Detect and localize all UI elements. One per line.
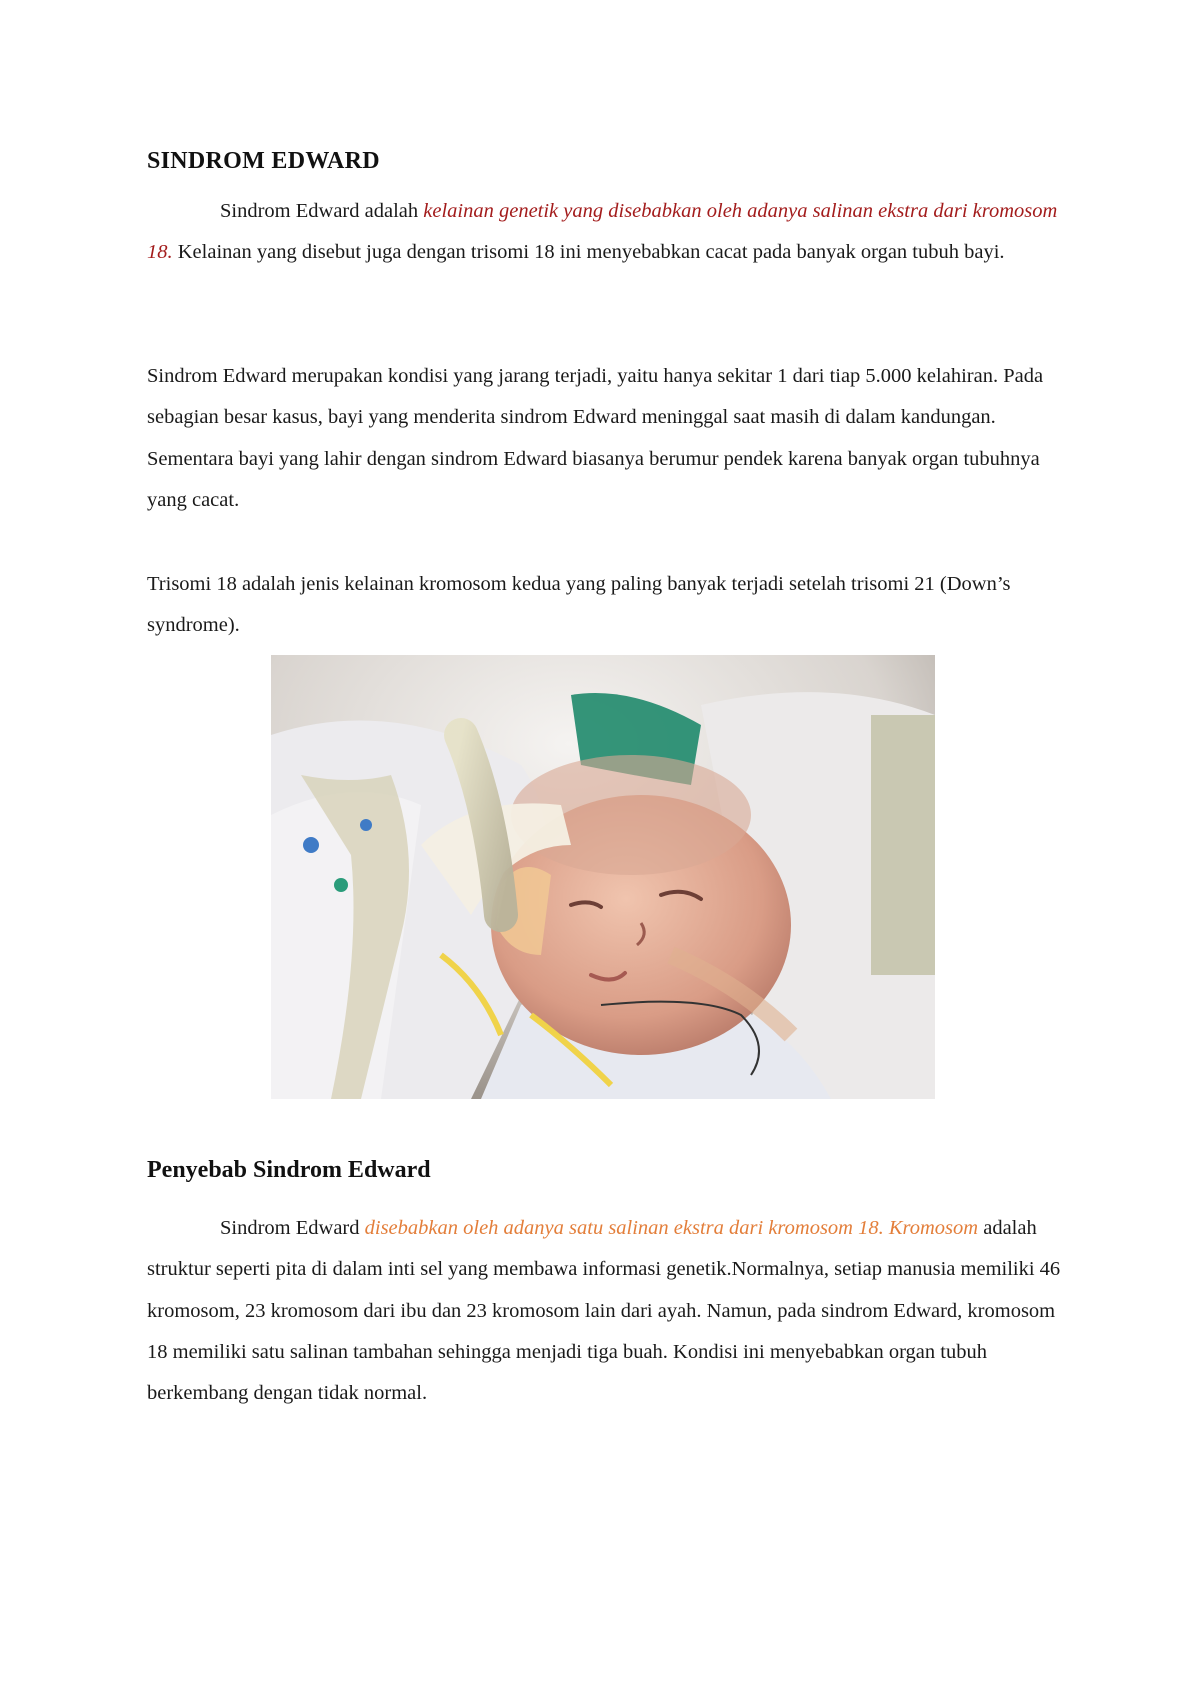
cause-lead-text: Sindrom Edward [220, 1217, 365, 1239]
intro-rest-text: Kelainan yang disebut juga dengan trisomi 18 ini menyebabkan cacat pada banyak organ tubuh bayi. [172, 241, 1005, 264]
intro-paragraph [147, 191, 1077, 274]
trisomy-paragraph: Trisomi 18 adalah jenis kelainan kromosom kedua yang paling banyak terjadi setelah trisomi 21 (Down’s syndrome). [147, 573, 1011, 637]
intro-lead-text: Sindrom Edward adalah [220, 200, 424, 222]
newborn-photo [271, 655, 935, 1099]
cause-highlight[interactable]: disebabkan oleh adanya satu salinan ekstra dari kromosom 18. [364, 1217, 884, 1239]
kromosom-link[interactable]: Kromosom [888, 1217, 979, 1239]
definition-period: . [167, 241, 173, 264]
definition-highlight[interactable]: kelainan genetik yang disebabkan oleh adanya salinan ekstra dari kromosom 18 [147, 200, 1058, 264]
cause-paragraph [147, 1208, 1077, 1414]
document-title: SINDROM EDWARD [147, 148, 380, 174]
cause-rest-text: adalah struktur seperti pita di dalam inti sel yang membawa informasi genetik.Normalnya, setiap manusia memiliki 46 kromosom, 23 kromosom dari ibu dan 23 kromosom lain dari ayah. Namun, pada sindrom Edward, kromosom 18 memiliki satu salinan tambahan sehingga menjadi tiga buah. Kondisi ini menyebabkan organ tubuh berkembang dengan tidak normal. [147, 1217, 1061, 1405]
prevalence-paragraph: Sindrom Edward merupakan kondisi yang jarang terjadi, yaitu hanya sekitar 1 dari tiap 5.000 kelahiran. Pada sebagian besar kasus, bayi yang menderita sindrom Edward meninggal saat masih di dalam kandungan. Sementara bayi yang lahir dengan sindrom Edward biasanya berumur pendek karena banyak organ tubuhnya yang cacat. [147, 365, 1044, 511]
cause-section-heading: Penyebab Sindrom Edward [147, 1157, 431, 1183]
